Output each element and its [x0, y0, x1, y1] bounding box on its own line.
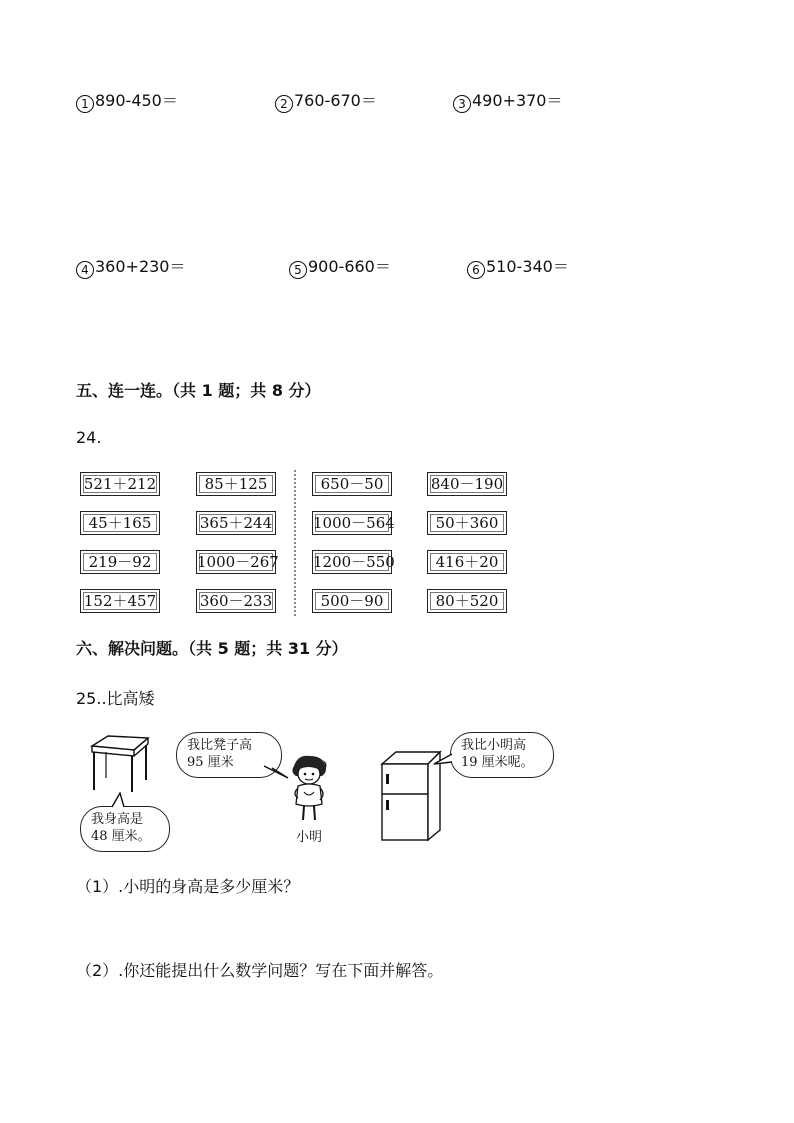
expression: 360+230＝ — [95, 257, 186, 276]
expression: 490+370＝ — [472, 91, 563, 110]
question-24-number: 24. — [76, 428, 102, 447]
exercise-5 — [289, 254, 391, 279]
expression-box[interactable]: 1200－550 — [312, 550, 392, 574]
expression-box[interactable]: 219－92 — [80, 550, 160, 574]
speech-bubble-stool: 我身高是 48 厘米。 — [80, 806, 170, 852]
circled-number: 4 — [76, 261, 94, 279]
circled-number: 3 — [453, 95, 471, 113]
expression: 890-450＝ — [95, 91, 178, 110]
circled-number: 6 — [467, 261, 485, 279]
sub-question-1: （1）.小明的身高是多少厘米？ — [76, 877, 300, 896]
exercise-2 — [275, 88, 377, 113]
expression-box[interactable]: 500－90 — [312, 589, 392, 613]
sub-question-2: （2）.你还能提出什么数学问题？写在下面并解答。 — [76, 961, 444, 980]
circled-number: 1 — [76, 95, 94, 113]
expression-box[interactable]: 1000－564 — [312, 511, 392, 535]
circled-number: 5 — [289, 261, 307, 279]
expression-box[interactable]: 416＋20 — [427, 550, 507, 574]
expression-box[interactable]: 85＋125 — [196, 472, 276, 496]
exercise-4 — [76, 254, 186, 279]
expression: 900-660＝ — [308, 257, 391, 276]
bubble-tail — [432, 752, 456, 768]
expression-box[interactable]: 152＋457 — [80, 589, 160, 613]
boy-illustration — [284, 752, 332, 824]
speech-bubble-refrigerator: 我比小明高 19 厘米呢。 — [450, 732, 554, 778]
exercise-1 — [76, 88, 178, 113]
expression-box[interactable]: 365＋244 — [196, 511, 276, 535]
expression-box[interactable]: 1000－267 — [196, 550, 276, 574]
stool-illustration — [86, 734, 150, 794]
section-five-title: 五、连一连。（共 1 题；共 8 分） — [76, 381, 321, 400]
bubble-tail — [108, 792, 128, 808]
exercise-6 — [467, 254, 569, 279]
expression-box[interactable]: 521＋212 — [80, 472, 160, 496]
expression: 510-340＝ — [486, 257, 569, 276]
expression-box[interactable]: 360－233 — [196, 589, 276, 613]
boy-name-label: 小明 — [296, 830, 323, 845]
circled-number: 2 — [275, 95, 293, 113]
expression-box[interactable]: 50＋360 — [427, 511, 507, 535]
question-25-title: 25..比高矮 — [76, 689, 155, 708]
dotted-divider — [294, 470, 296, 616]
exercise-3 — [453, 88, 563, 113]
section-six-title: 六、解决问题。（共 5 题；共 31 分） — [76, 639, 348, 658]
expression-box[interactable]: 80＋520 — [427, 589, 507, 613]
expression-box[interactable]: 840－190 — [427, 472, 507, 496]
expression: 760-670＝ — [294, 91, 377, 110]
expression-box[interactable]: 45＋165 — [80, 511, 160, 535]
expression-box[interactable]: 650－50 — [312, 472, 392, 496]
speech-bubble-boy: 我比凳子高 95 厘米 — [176, 732, 282, 778]
